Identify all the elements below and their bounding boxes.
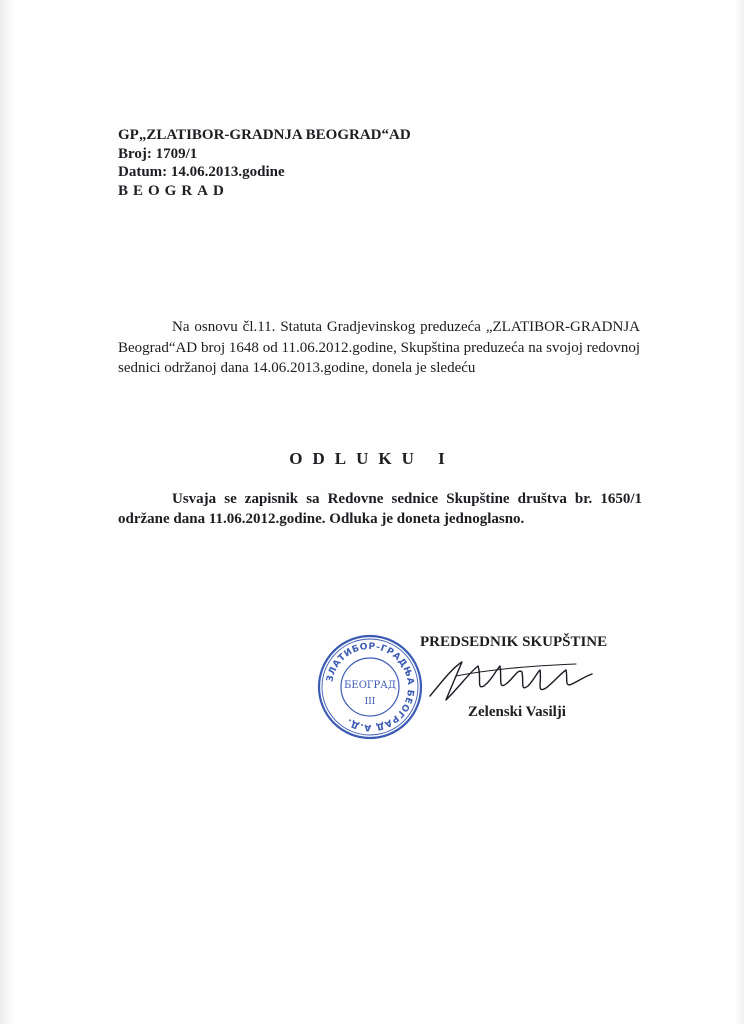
scan-edge-shadow	[0, 0, 14, 1024]
company-name: GP„ZLATIBOR-GRADNJA BEOGRAD“AD	[118, 127, 411, 143]
document-header	[118, 126, 411, 200]
handwritten-signature	[426, 656, 596, 706]
official-stamp	[315, 632, 425, 742]
president-title: PREDSEDNIK SKUPŠTINE	[420, 634, 608, 650]
document-city: BEOGRAD	[118, 182, 229, 199]
stamp-number: III	[364, 697, 376, 707]
president-name: Zelenski Vasilji	[468, 704, 566, 720]
decision-text: Usvaja se zapisnik sa Redovne sednice Skupštine društva br. 1650/1 održane dana 11.06.2012.godine. Odluka je doneta jednoglasno.	[118, 491, 642, 527]
stamp-ring-text: ЗЛАТИБОР-ГРАДЊА БЕОГРАД А.Д.	[325, 641, 416, 733]
scan-edge-shadow-right	[736, 0, 744, 1024]
intro-paragraph: Na osnovu čl.11. Statuta Gradjevinskog preduzeća „ZLATIBOR-GRADNJA Beograd“AD broj 1648 od 11.06.2012.godine, Skupština preduzeća na svojoj redovnoj sednici održanoj dana 14.06.2013.godine, donela je sledeću	[118, 319, 640, 376]
stamp-city: БЕОГРАД	[344, 680, 396, 691]
signature-block	[420, 634, 620, 720]
decision-title: ODLUKU I	[289, 449, 455, 468]
document-date: Datum: 14.06.2013.godine	[118, 164, 285, 180]
document-number: Broj: 1709/1	[118, 145, 198, 162]
